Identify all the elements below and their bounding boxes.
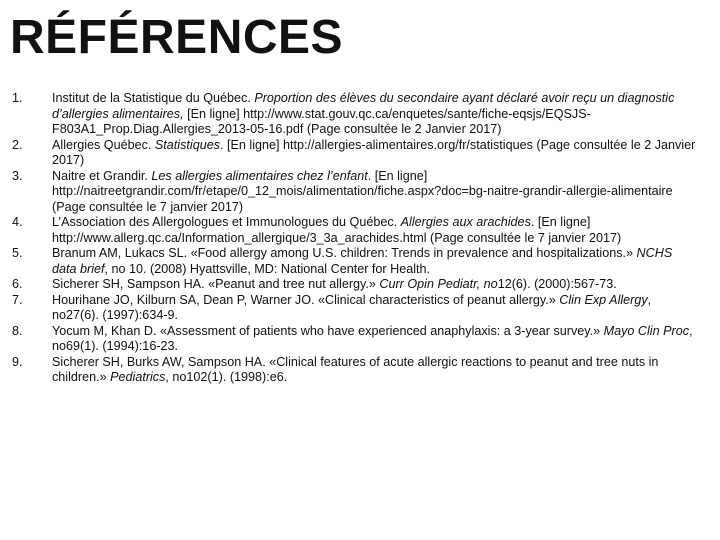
reference-journal: Curr Opin Pediatr, no	[379, 277, 498, 291]
reference-url[interactable]: http://allergies-alimentaires.org/fr/statistiques	[283, 137, 533, 152]
reference-item-8	[0, 324, 700, 355]
reference-number: 6.	[12, 277, 23, 291]
reference-details: , no69(1). (1994):16-23.	[52, 323, 693, 353]
reference-journal: Mayo Clin Proc	[603, 323, 690, 338]
reference-text	[52, 324, 700, 355]
reference-url[interactable]: http://www.allerg.qc.ca/Information_allergique/3_3a_arachides.html	[52, 230, 427, 245]
reference-separator: . [En ligne]	[220, 137, 284, 152]
reference-title: Statistiques	[154, 137, 221, 152]
reference-item-5	[0, 246, 700, 277]
reference-title: Proportion des élèves du secondaire ayant déclaré avoir reçu un diagnostic d’allergies alimentaires,	[52, 91, 675, 121]
reference-journal: Pediatrics	[110, 370, 166, 384]
reference-author: Allergies Québec.	[52, 137, 155, 152]
reference-details: , no 10. (2008) Hyattsville, MD: National Center for Health.	[104, 261, 430, 276]
reference-item-9	[0, 355, 700, 386]
reference-journal: Clin Exp Allergy	[559, 292, 648, 307]
reference-author: Sicherer SH, Sampson HA. «Peanut and tree nut allergy.»	[52, 277, 380, 291]
reference-text	[52, 293, 700, 324]
reference-consulted: (Page consultée le 2 Janvier 2017)	[303, 122, 502, 136]
reference-url[interactable]: http://www.stat.gouv.qc.ca/enquetes/sante/fiche-eqsjs/EQSJS-F803A1_Prop.Diag.Allergies_2013-05-16.pdf	[52, 106, 591, 136]
reference-url[interactable]: http://naitreetgrandir.com/fr/etape/0_12_mois/alimentation/fiche.aspx?doc=bg-naitre-grandir-allergie-alimentaire	[52, 184, 673, 198]
reference-item-6	[0, 277, 700, 293]
reference-separator: [En ligne]	[183, 106, 244, 121]
reference-details: 12(6). (2000):567-73.	[497, 277, 617, 291]
reference-journal: NCHS data brief	[52, 246, 673, 276]
reference-author: Branum AM, Lukacs SL. «Food allergy among U.S. children: Trends in prevalence and hospitalizations.»	[52, 246, 637, 260]
reference-author: Sicherer SH, Burks AW, Sampson HA. «Clinical features of acute allergic reactions to peanut and tree nuts in children.»	[52, 354, 659, 384]
reference-text	[52, 215, 700, 246]
reference-title: Les allergies alimentaires chez l’enfant	[151, 168, 368, 183]
reference-details: , no102(1). (1998):e6.	[165, 370, 288, 384]
reference-text	[52, 246, 700, 277]
reference-number: 5.	[12, 246, 23, 260]
reference-number: 4.	[12, 215, 23, 229]
reference-author: Naitre et Grandir.	[52, 168, 152, 183]
reference-text	[52, 138, 700, 169]
reference-item-2	[0, 138, 700, 169]
reference-consulted: (Page consultée le 7 janvier 2017)	[426, 230, 622, 245]
reference-text	[52, 169, 700, 216]
reference-author: Institut de la Statistique du Québec.	[52, 91, 255, 105]
reference-number: 8.	[12, 323, 23, 338]
reference-details: , no27(6). (1997):634-9.	[52, 292, 652, 322]
page-title: RÉFÉRENCES	[10, 11, 344, 64]
reference-number: 9.	[12, 354, 23, 369]
reference-text	[52, 355, 700, 386]
reference-consulted: (Page consultée le 7 janvier 2017)	[52, 199, 244, 214]
reference-author: L’Association des Allergologues et Immunologues du Québec.	[52, 215, 401, 229]
reference-item-3	[0, 169, 700, 216]
reference-text	[52, 91, 700, 138]
reference-item-4	[0, 215, 700, 246]
reference-list	[0, 91, 700, 386]
reference-title: Allergies aux arachides	[400, 215, 531, 229]
reference-author: Yocum M, Khan D. «Assessment of patients who have experienced anaphylaxis: a 3-year survey.»	[52, 323, 604, 338]
reference-author: Hourihane JO, Kilburn SA, Dean P, Warner JO. «Clinical characteristics of peanut allergy.»	[52, 292, 560, 307]
reference-number: 3.	[12, 168, 23, 183]
reference-item-1	[0, 91, 700, 138]
reference-separator: . [En ligne]	[530, 215, 591, 229]
reference-consulted: (Page consultée le 2 Janvier 2017)	[52, 137, 696, 167]
reference-text	[52, 277, 700, 293]
reference-number: 7.	[12, 292, 23, 307]
reference-item-7	[0, 293, 700, 324]
reference-number: 1.	[12, 91, 23, 105]
reference-separator: . [En ligne]	[367, 168, 428, 183]
reference-number: 2.	[12, 137, 23, 152]
